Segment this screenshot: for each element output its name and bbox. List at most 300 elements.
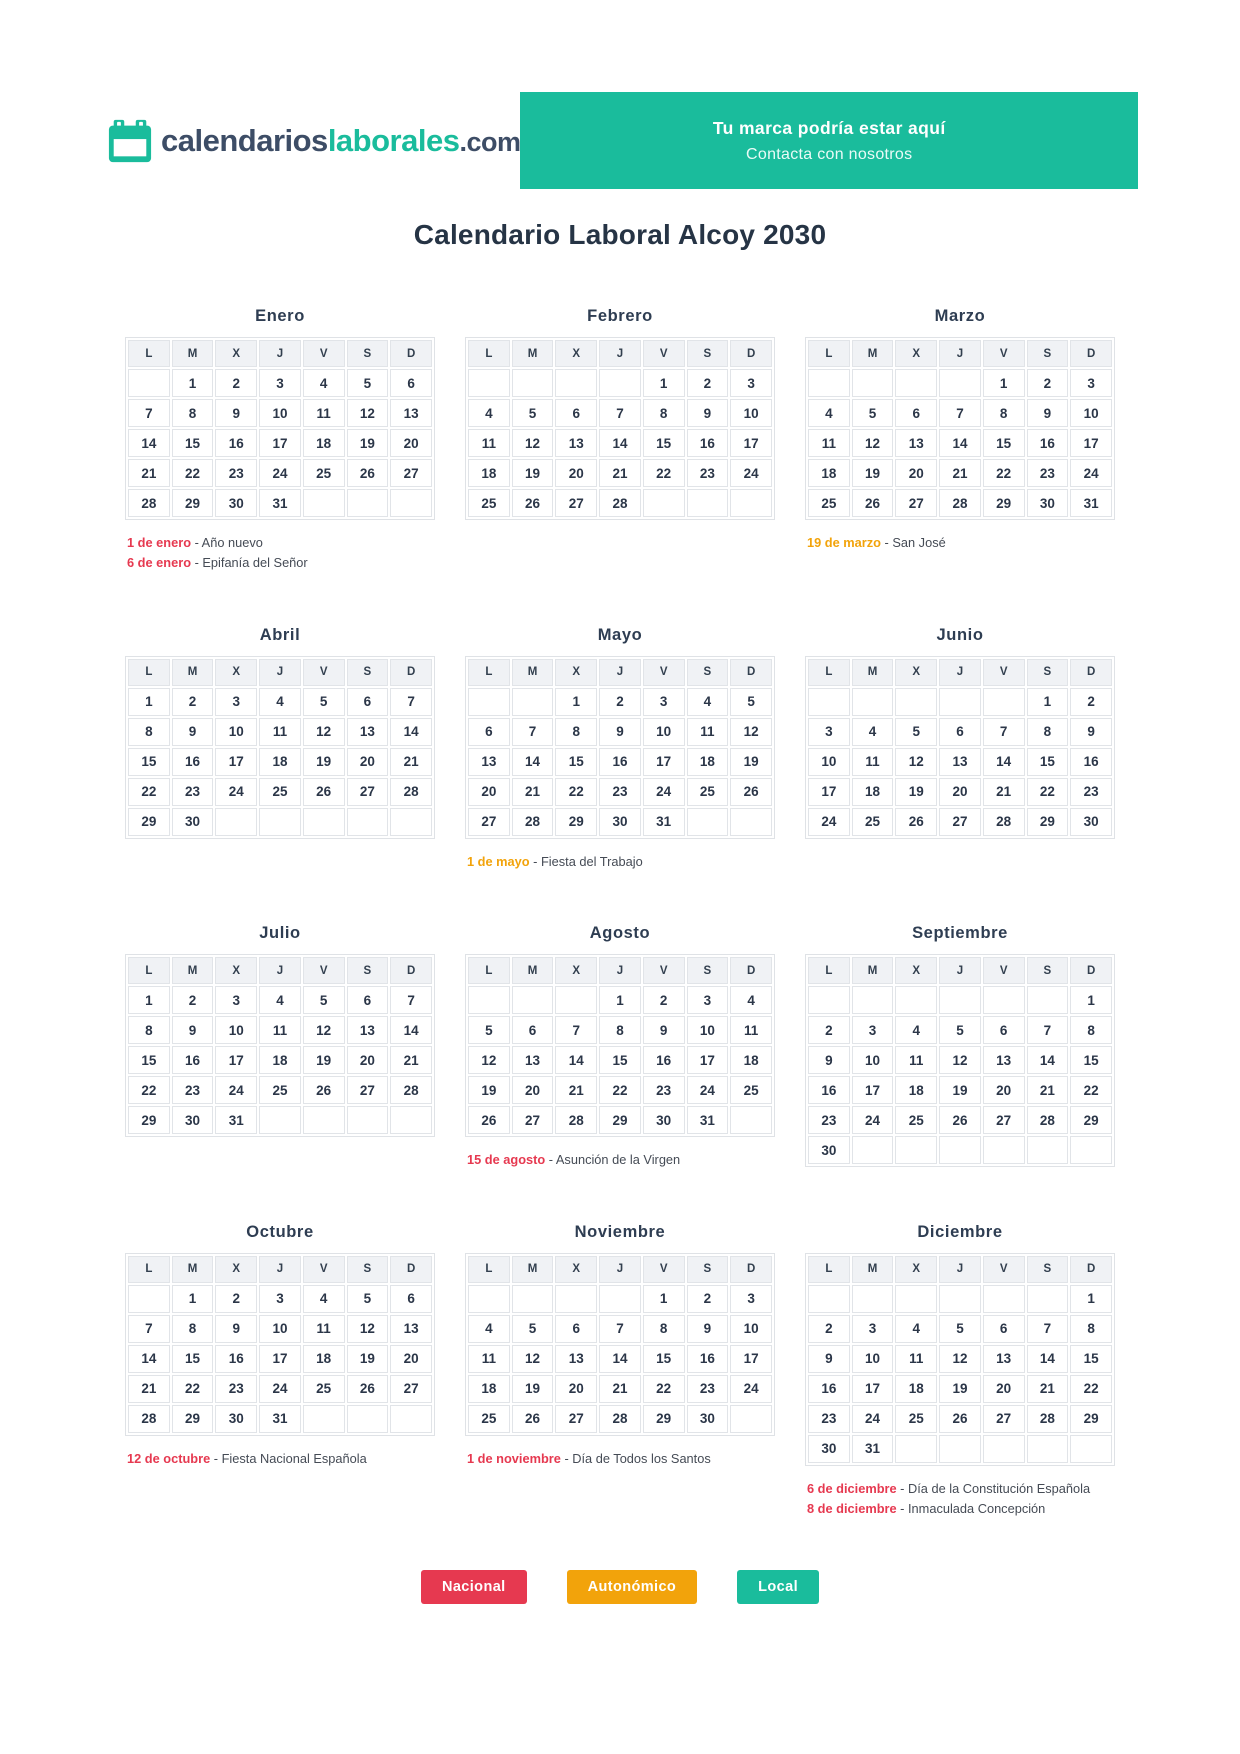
empty-cell (983, 1285, 1025, 1313)
holiday-note-date: 12 de octubre (127, 1450, 211, 1466)
day-cell: 15 (172, 429, 214, 457)
empty-cell (939, 1435, 981, 1463)
weekday-header: S (1027, 957, 1069, 984)
day-cell: 2 (808, 1016, 850, 1044)
day-cell: 18 (852, 778, 894, 806)
day-cell: 24 (215, 778, 257, 806)
month-title: Junio (936, 625, 984, 644)
day-cell: 26 (852, 489, 894, 517)
ad-banner[interactable] (520, 92, 1138, 189)
empty-cell (852, 688, 894, 716)
empty-cell (643, 489, 685, 517)
weekday-header: J (939, 659, 981, 686)
day-cell: 16 (215, 429, 257, 457)
day-cell: 17 (730, 1345, 772, 1373)
day-cell: 27 (983, 1405, 1025, 1433)
month-table (125, 337, 435, 520)
weekday-header: J (259, 957, 301, 984)
weekday-header: J (599, 340, 641, 367)
day-cell: 11 (687, 718, 729, 746)
month-table (805, 1253, 1115, 1466)
day-cell: 16 (599, 748, 641, 776)
holiday-notes (805, 533, 1115, 553)
holiday-note (467, 1449, 775, 1469)
day-cell: 28 (939, 489, 981, 517)
month-noviembre (465, 1223, 775, 1469)
day-cell: 6 (347, 986, 389, 1014)
ad-headline: Tu marca podría estar aquí (712, 117, 946, 138)
day-cell: 15 (983, 429, 1025, 457)
weekday-header: D (730, 1256, 772, 1283)
weekday-header: M (172, 957, 214, 984)
empty-cell (512, 369, 554, 397)
day-cell: 9 (808, 1345, 850, 1373)
day-cell: 18 (895, 1076, 937, 1104)
day-cell: 7 (390, 986, 432, 1014)
day-cell: 7 (512, 718, 554, 746)
day-cell: 5 (730, 688, 772, 716)
weekday-header: S (1027, 1256, 1069, 1283)
day-cell: 22 (128, 1076, 170, 1104)
day-cell: 24 (852, 1405, 894, 1433)
holiday-note (127, 1449, 435, 1469)
ad-contact-link: Contacta con nosotros (746, 145, 913, 163)
weekday-header: D (730, 659, 772, 686)
holiday-notes (125, 1449, 435, 1469)
day-cell: 21 (512, 778, 554, 806)
day-cell: 27 (390, 1375, 432, 1403)
day-cell: 9 (1027, 399, 1069, 427)
legend-local-button[interactable]: Local (737, 1570, 819, 1604)
day-cell: 13 (555, 1345, 597, 1373)
weekday-header: J (259, 1256, 301, 1283)
day-cell: 12 (939, 1345, 981, 1373)
day-cell: 21 (390, 748, 432, 776)
day-cell: 15 (555, 748, 597, 776)
day-cell: 18 (303, 1345, 345, 1373)
holiday-note-date: 1 de noviembre (467, 1450, 561, 1466)
day-cell: 21 (390, 1046, 432, 1074)
day-cell: 22 (1070, 1375, 1112, 1403)
day-cell: 21 (1027, 1076, 1069, 1104)
day-cell: 19 (895, 778, 937, 806)
day-cell: 22 (643, 459, 685, 487)
month-title: Agosto (589, 924, 651, 943)
day-cell: 9 (215, 399, 257, 427)
day-cell: 23 (687, 459, 729, 487)
month-table (465, 337, 775, 520)
day-cell: 8 (983, 399, 1025, 427)
weekday-header: L (468, 1256, 510, 1283)
day-cell: 23 (172, 1076, 214, 1104)
header (0, 92, 1240, 189)
day-cell: 24 (808, 808, 850, 836)
day-cell: 7 (939, 399, 981, 427)
day-cell: 1 (643, 369, 685, 397)
day-cell: 1 (599, 986, 641, 1014)
day-cell: 20 (468, 778, 510, 806)
day-cell: 3 (215, 688, 257, 716)
day-cell: 16 (215, 1345, 257, 1373)
day-cell: 6 (555, 399, 597, 427)
day-cell-holiday-national: 12 (347, 1315, 389, 1343)
weekday-header: L (128, 659, 170, 686)
day-cell: 28 (599, 1405, 641, 1433)
day-cell: 16 (808, 1375, 850, 1403)
day-cell: 19 (347, 429, 389, 457)
empty-cell (852, 369, 894, 397)
legend (0, 1570, 1240, 1674)
day-cell: 25 (259, 1076, 301, 1104)
weekday-header: M (512, 340, 554, 367)
day-cell: 24 (852, 1106, 894, 1134)
day-cell: 10 (687, 1016, 729, 1044)
day-cell: 28 (512, 808, 554, 836)
day-cell: 3 (808, 718, 850, 746)
day-cell: 26 (347, 459, 389, 487)
empty-cell (939, 986, 981, 1014)
weekday-header: M (512, 659, 554, 686)
day-cell: 30 (808, 1435, 850, 1463)
day-cell: 1 (1070, 986, 1112, 1014)
day-cell: 14 (1027, 1345, 1069, 1373)
weekday-header: V (643, 659, 685, 686)
weekday-header: M (172, 659, 214, 686)
day-cell: 12 (895, 748, 937, 776)
weekday-header: M (852, 1256, 894, 1283)
day-cell: 23 (808, 1106, 850, 1134)
month-octubre (125, 1223, 435, 1469)
month-mayo (465, 626, 775, 872)
day-cell: 22 (983, 459, 1025, 487)
weekday-header: D (390, 340, 432, 367)
empty-cell (512, 688, 554, 716)
logo-link[interactable] (107, 118, 520, 164)
weekday-header: L (128, 340, 170, 367)
empty-cell (303, 489, 345, 517)
empty-cell (1027, 986, 1069, 1014)
day-cell: 12 (468, 1046, 510, 1074)
day-cell: 26 (512, 489, 554, 517)
weekday-header: M (172, 1256, 214, 1283)
holiday-note-desc: - Fiesta del Trabajo (529, 853, 643, 869)
day-cell-holiday-national: 1 (643, 1285, 685, 1313)
empty-cell (730, 489, 772, 517)
day-cell: 13 (347, 718, 389, 746)
day-cell: 26 (895, 808, 937, 836)
day-cell: 18 (468, 1375, 510, 1403)
day-cell: 9 (808, 1046, 850, 1074)
day-cell: 19 (347, 1345, 389, 1373)
day-cell: 15 (128, 748, 170, 776)
month-title: Septiembre (912, 924, 1008, 943)
empty-cell (939, 1285, 981, 1313)
weekday-header: X (555, 957, 597, 984)
month-table (805, 954, 1115, 1167)
day-cell: 29 (555, 808, 597, 836)
day-cell: 3 (259, 1285, 301, 1313)
weekday-header: X (555, 1256, 597, 1283)
weekday-header: D (390, 1256, 432, 1283)
day-cell: 29 (128, 1106, 170, 1134)
day-cell: 27 (983, 1106, 1025, 1134)
day-cell: 28 (390, 778, 432, 806)
month-enero (125, 307, 435, 574)
empty-cell (347, 1106, 389, 1134)
day-cell: 4 (808, 399, 850, 427)
day-cell: 8 (1027, 718, 1069, 746)
day-cell: 26 (303, 778, 345, 806)
day-cell: 25 (808, 489, 850, 517)
day-cell: 18 (259, 1046, 301, 1074)
day-cell: 5 (939, 1016, 981, 1044)
day-cell: 10 (852, 1046, 894, 1074)
weekday-header: V (303, 659, 345, 686)
month-junio (805, 626, 1115, 839)
weekday-header: S (687, 659, 729, 686)
weekday-header: V (643, 340, 685, 367)
day-cell: 13 (512, 1046, 554, 1074)
holiday-note (127, 533, 435, 553)
empty-cell (555, 1285, 597, 1313)
weekday-header: J (599, 659, 641, 686)
day-cell: 11 (895, 1345, 937, 1373)
day-cell: 1 (128, 986, 170, 1014)
weekday-header: M (852, 340, 894, 367)
day-cell: 11 (303, 399, 345, 427)
empty-cell (128, 1285, 170, 1313)
weekday-header: J (599, 957, 641, 984)
day-cell: 22 (599, 1076, 641, 1104)
holiday-notes (465, 852, 775, 872)
empty-cell (808, 688, 850, 716)
weekday-header: S (687, 957, 729, 984)
holiday-note-desc: - Año nuevo (191, 535, 263, 550)
day-cell: 26 (730, 778, 772, 806)
day-cell: 19 (512, 1375, 554, 1403)
day-cell: 28 (1027, 1405, 1069, 1433)
day-cell: 20 (555, 1375, 597, 1403)
holiday-notes (465, 1150, 775, 1170)
day-cell: 7 (555, 1016, 597, 1044)
day-cell: 17 (730, 429, 772, 457)
day-cell: 16 (172, 1046, 214, 1074)
day-cell: 20 (390, 429, 432, 457)
day-cell: 31 (1070, 489, 1112, 517)
day-cell-holiday-national: 6 (390, 369, 432, 397)
holiday-notes (805, 1479, 1115, 1520)
weekday-header: V (983, 340, 1025, 367)
day-cell: 9 (643, 1016, 685, 1044)
day-cell: 7 (128, 399, 170, 427)
day-cell: 3 (730, 1285, 772, 1313)
empty-cell (983, 688, 1025, 716)
month-table (125, 1253, 435, 1436)
day-cell: 29 (983, 489, 1025, 517)
day-cell: 11 (730, 1016, 772, 1044)
empty-cell (895, 1285, 937, 1313)
day-cell: 3 (259, 369, 301, 397)
day-cell: 14 (1027, 1046, 1069, 1074)
day-cell: 3 (215, 986, 257, 1014)
day-cell: 19 (468, 1076, 510, 1104)
day-cell: 17 (808, 778, 850, 806)
month-title: Febrero (587, 307, 653, 325)
weekday-header: X (215, 1256, 257, 1283)
weekday-header: D (1070, 957, 1112, 984)
day-cell: 30 (172, 808, 214, 836)
day-cell: 19 (303, 1046, 345, 1074)
day-cell: 8 (172, 399, 214, 427)
months-grid (125, 307, 1115, 1520)
day-cell: 16 (808, 1076, 850, 1104)
empty-cell (730, 1106, 772, 1134)
day-cell: 28 (128, 1405, 170, 1433)
day-cell: 22 (1070, 1076, 1112, 1104)
day-cell: 4 (259, 986, 301, 1014)
day-cell: 13 (939, 748, 981, 776)
holiday-note-desc: - Asunción de la Virgen (545, 1152, 681, 1168)
weekday-header: S (687, 1256, 729, 1283)
empty-cell (895, 369, 937, 397)
weekday-header: L (128, 1256, 170, 1283)
legend-autonomic-button[interactable]: Autonómico (567, 1570, 698, 1604)
day-cell: 25 (468, 1405, 510, 1433)
day-cell: 2 (599, 688, 641, 716)
day-cell: 12 (512, 429, 554, 457)
weekday-header: X (555, 659, 597, 686)
day-cell: 15 (643, 429, 685, 457)
holiday-note-date: 8 de diciembre (807, 1501, 897, 1517)
empty-cell (852, 986, 894, 1014)
weekday-header: D (390, 659, 432, 686)
weekday-header: D (1070, 1256, 1112, 1283)
day-cell: 24 (259, 459, 301, 487)
day-cell: 10 (1070, 399, 1112, 427)
day-cell: 21 (983, 778, 1025, 806)
day-cell: 19 (730, 748, 772, 776)
legend-national-button[interactable]: Nacional (421, 1570, 527, 1604)
holiday-note (807, 533, 1115, 553)
day-cell: 30 (808, 1136, 850, 1164)
weekday-header: D (390, 957, 432, 984)
day-cell-holiday-national: 1 (172, 369, 214, 397)
day-cell: 2 (808, 1315, 850, 1343)
empty-cell (303, 1405, 345, 1433)
month-table (805, 337, 1115, 520)
month-title: Julio (259, 924, 301, 943)
day-cell: 1 (983, 369, 1025, 397)
weekday-header: S (687, 340, 729, 367)
day-cell: 4 (852, 718, 894, 746)
empty-cell (939, 369, 981, 397)
day-cell: 13 (390, 399, 432, 427)
holiday-note (467, 1150, 775, 1170)
empty-cell (128, 369, 170, 397)
weekday-header: S (347, 659, 389, 686)
day-cell: 8 (128, 718, 170, 746)
day-cell: 13 (983, 1345, 1025, 1373)
day-cell: 21 (128, 1375, 170, 1403)
day-cell: 5 (852, 399, 894, 427)
day-cell: 4 (468, 1315, 510, 1343)
holiday-note-date: 1 de enero (127, 535, 192, 550)
day-cell: 19 (303, 748, 345, 776)
day-cell: 8 (128, 1016, 170, 1044)
day-cell: 20 (347, 748, 389, 776)
day-cell: 31 (259, 489, 301, 517)
day-cell: 17 (215, 1046, 257, 1074)
weekday-header: X (215, 957, 257, 984)
weekday-header: L (808, 1256, 850, 1283)
day-cell: 6 (939, 718, 981, 746)
day-cell: 27 (347, 1076, 389, 1104)
empty-cell (895, 688, 937, 716)
day-cell: 17 (687, 1046, 729, 1074)
day-cell: 28 (599, 489, 641, 517)
weekday-header: L (808, 957, 850, 984)
weekday-header: J (939, 340, 981, 367)
day-cell: 29 (1070, 1106, 1112, 1134)
day-cell: 29 (643, 1405, 685, 1433)
day-cell: 19 (939, 1076, 981, 1104)
day-cell: 14 (983, 748, 1025, 776)
month-title: Abril (259, 625, 301, 644)
day-cell: 24 (730, 459, 772, 487)
empty-cell (599, 1285, 641, 1313)
day-cell: 26 (468, 1106, 510, 1134)
weekday-header: X (895, 957, 937, 984)
weekday-header: L (808, 340, 850, 367)
empty-cell (1070, 1435, 1112, 1463)
day-cell: 3 (1070, 369, 1112, 397)
holiday-note (807, 1499, 1115, 1519)
month-agosto (465, 924, 775, 1170)
day-cell: 17 (215, 748, 257, 776)
day-cell: 7 (983, 718, 1025, 746)
weekday-header: M (512, 1256, 554, 1283)
day-cell: 11 (852, 748, 894, 776)
day-cell: 23 (215, 1375, 257, 1403)
weekday-header: V (303, 957, 345, 984)
empty-cell (512, 986, 554, 1014)
day-cell: 13 (390, 1315, 432, 1343)
month-table (125, 656, 435, 839)
day-cell: 8 (172, 1315, 214, 1343)
day-cell-holiday-autonomic: 19 (852, 459, 894, 487)
holiday-notes (125, 533, 435, 574)
weekday-header: S (347, 340, 389, 367)
empty-cell (390, 1405, 432, 1433)
holiday-note (127, 553, 435, 573)
day-cell: 14 (128, 1345, 170, 1373)
day-cell: 26 (512, 1405, 554, 1433)
weekday-header: L (468, 957, 510, 984)
day-cell: 2 (687, 1285, 729, 1313)
day-cell: 15 (1070, 1345, 1112, 1373)
day-cell: 2 (215, 369, 257, 397)
day-cell: 3 (730, 369, 772, 397)
logo-text-laborales: laborales (327, 122, 460, 158)
empty-cell (347, 1405, 389, 1433)
weekday-header: J (259, 659, 301, 686)
holiday-note-date: 1 de mayo (467, 853, 530, 869)
day-cell: 25 (303, 1375, 345, 1403)
day-cell: 11 (468, 429, 510, 457)
day-cell: 12 (852, 429, 894, 457)
day-cell: 2 (643, 986, 685, 1014)
day-cell: 17 (1070, 429, 1112, 457)
